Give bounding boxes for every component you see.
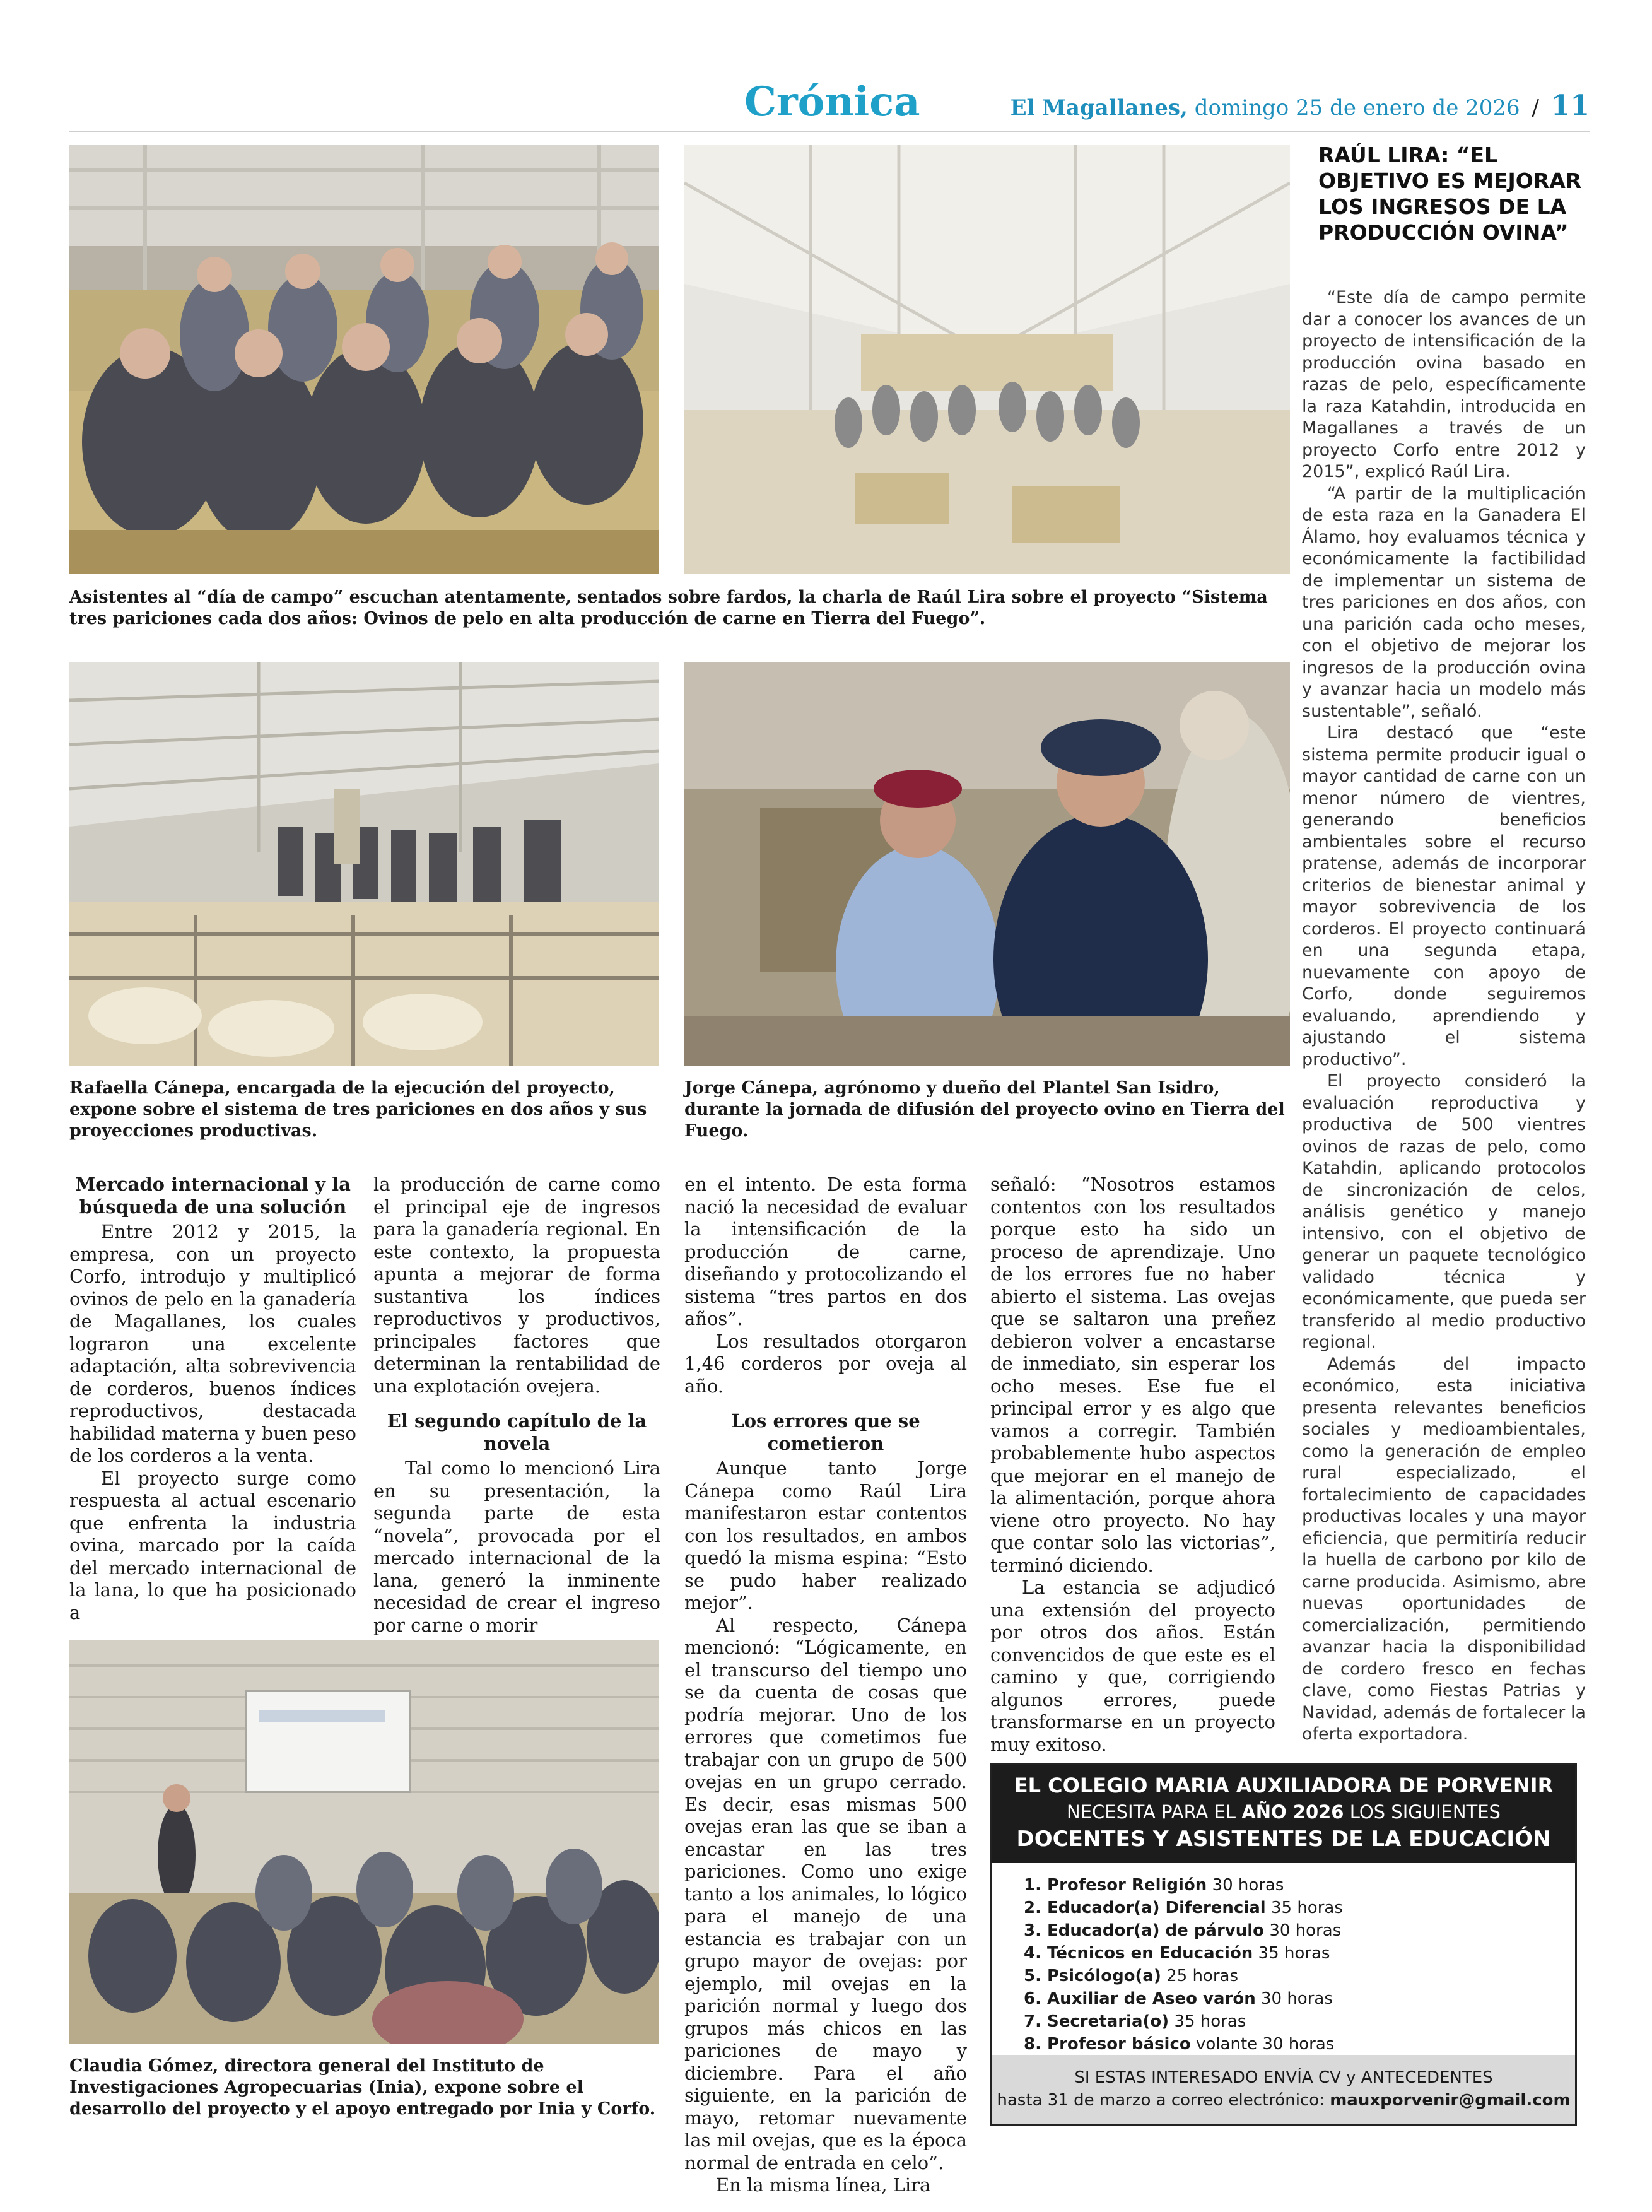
ad-footer-line2 (992, 2089, 1575, 2112)
ad-position-item (1024, 1874, 1554, 1897)
article-paragraph: El proyecto surge como respuesta al actual escenario que enfrenta la industria ovina, marcado por la caída del mercado internacional de la lana, lo que ha posicionado a (69, 1467, 356, 1623)
article-paragraph: la producción de carne como el principal eje de ingresos para la ganadería regional. En este contexto, la propuesta apunta a mejorar de forma sustantiva los índices reproductivos y productivos, principales factores que determinan la rentabilidad de una explotación ovejera. (373, 1174, 660, 1397)
article-column-1 (69, 1174, 356, 1624)
article-paragraph: Los resultados otorgaron 1,46 corderos por oveja al año. (684, 1330, 967, 1397)
ad-position-item (1024, 1942, 1554, 1965)
article-paragraph: En la misma línea, Lira (716, 2174, 931, 2196)
article-paragraph: La estancia se adjudicó una extensión del proyecto por otros dos años. Están convencidos de que este es el camino y que, corrigiendo algunos errores, puede transformarse en un proyecto muy exitoso. (990, 1577, 1275, 1755)
sidebar-column (1302, 287, 1586, 1746)
ad-position-item (1024, 1897, 1554, 1919)
position-title: Auxiliar de Aseo varón (1047, 1989, 1256, 2008)
ad-footer-line1: SI ESTAS INTERESADO ENVÍA CV y ANTECEDENTES (1074, 2068, 1493, 2087)
sidebar-paragraph: Lira destacó que “este sistema permite producir igual o mayor cantidad de carne con un menor número de vientres, generando beneficios ambientales sobre el recurso pratense, además de incorporar criterios de bienestar animal y mayor sobrevivencia de los corderos. El proyecto continuará en una segunda etapa, nuevamente con apoyo de Corfo, donde seguiremos evaluando, aprendiendo y ajustando el sistema productivo”. (1302, 723, 1586, 1069)
position-hours: 35 horas (1258, 1944, 1330, 1963)
ad-footer (992, 2055, 1575, 2124)
subhead-errores: Los errores que se cometieron (731, 1410, 920, 1454)
sidebar-paragraph: Además del impacto económico, esta iniciativa presenta relevantes beneficios sociales y medioambientales, como la generación de empleo rural especializado, el fortalecimiento de capacidades productivas locales y una mayor eficiencia, que permitiría reducir la huella de carbono por kilo de carne producida. Asimismo, abre nuevas oportunidades de comercialización, permitiendo avanzar hacia la disponibilidad de cordero fresco en fechas clave, como Fiestas Patrias y Navidad, además de fortalecer la oferta exportadora. (1302, 1354, 1586, 1744)
photo-caption-audience: Asistentes al “día de campo” escuchan atentamente, sentados sobre fardos, la charla de Raúl Lira sobre el proyecto “Sistema tres pariciones cada dos años: Ovinos de pelo en alta producción de carne en Tierra del Fuego”. (69, 587, 1268, 628)
position-title: Secretaria(o) (1047, 2012, 1169, 2031)
photo-jorge-canepa (684, 662, 1290, 1066)
subhead-segundo-capitulo: El segundo capítulo de la novela (387, 1410, 647, 1454)
ad-heading: DOCENTES Y ASISTENTES DE LA EDUCACIÓN (1016, 1827, 1551, 1852)
position-title: Educador(a) de párvulo (1047, 1921, 1265, 1940)
ad-subtitle-year: AÑO 2026 (1241, 1801, 1344, 1823)
photo-barn-wide-view (684, 145, 1290, 574)
sidebar-paragraph: “Este día de campo permite dar a conocer los avances de un proyecto de intensificación de la producción ovina basado en razas de pelo, específicamente la raza Katahdin, introducida en Magallanes a través de un proyecto Corfo entre 2012 y 2015”, explicó Raúl Lira. (1302, 288, 1586, 481)
position-hours: 25 horas (1166, 1967, 1239, 1986)
position-hours: 30 horas (1260, 1989, 1333, 2008)
position-number: 6. (1024, 1989, 1041, 2008)
ad-header (992, 1765, 1575, 1863)
ad-position-item (1024, 1965, 1554, 1987)
photo-caption-rafaella: Rafaella Cánepa, encargada de la ejecución del proyecto, expone sobre el sistema de tres pariciones en dos años y sus proyecciones productivas. (69, 1078, 647, 1141)
article-paragraph: Aunque tanto Jorge Cánepa como Raúl Lira manifestaron estar contentos con los resultados, en ambos quedó la misma espina: “Esto se pudo haber realizado mejor”. (684, 1457, 967, 1613)
position-number: 8. (1024, 2035, 1041, 2054)
position-number: 5. (1024, 1967, 1041, 1986)
issue-date: domingo 25 de enero de 2026 (1194, 95, 1520, 121)
position-number: 1. (1024, 1876, 1041, 1895)
ad-school-name: EL COLEGIO MARIA AUXILIADORA DE PORVENIR (1014, 1774, 1554, 1797)
position-hours: 30 horas (1269, 1921, 1342, 1940)
position-title: Técnicos en Educación (1047, 1944, 1253, 1963)
photo-caption-jorge: Jorge Cánepa, agrónomo y dueño del Plantel San Isidro, durante la jornada de difusión del proyecto ovino en Tierra del Fuego. (684, 1078, 1285, 1141)
ad-subtitle-post: LOS SIGUIENTES (1349, 1801, 1501, 1823)
photo-audience-hay-bales (69, 145, 659, 574)
position-hours: 35 horas (1270, 1898, 1343, 1917)
photo-caption-claudia: Claudia Gómez, directora general del Instituto de Investigaciones Agropecuarias (Inia), expone sobre el desarrollo del proyecto y el apoyo entregado por Inia y Corfo. (69, 2056, 656, 2119)
article-column-4 (990, 1174, 1275, 1756)
photo-claudia-gomez (69, 1640, 659, 2044)
position-title: Profesor Religión (1047, 1876, 1207, 1895)
position-title: Educador(a) Diferencial (1047, 1898, 1266, 1917)
sidebar-paragraph: “A partir de la multiplicación de esta raza en la Ganadera El Álamo, hoy evaluamos técnica y económicamente la factibilidad de implementar un sistema de tres pariciones en dos años, con una parición cada ocho meses, con el objetivo de mejorar los ingresos de la producción ovina y avanzar hacia un modelo más sustentable”, señaló. (1302, 483, 1586, 721)
position-number: 2. (1024, 1898, 1041, 1917)
article-paragraph: Al respecto, Cánepa mencionó: “Lógicamente, en el transcurso del tiempo uno se da cuenta de cosas que podría mejorar. Uno de los errores que cometimos fue trabajar con un grupo de 500 ovejas en un grupo cerrado. Es decir, esas mismas 500 ovejas eran las que se iban a encastar en las tres pariciones. Como uno exige tanto a los animales, lo lógico para el manejo de una estancia es trabajar con un grupo mayor de ovejas: por ejemplo, mil ovejas en la parición normal y luego dos grupos más chicos en las pariciones de mayo y diciembre. Para el año siguiente, en la parición de mayo, retomar nuevamente las mil ovejas, que es la época normal de entrada en celo”. (684, 1614, 967, 2174)
masthead-separator: / (1532, 95, 1539, 121)
sidebar-headline: RAÚL LIRA: “EL OBJETIVO ES MEJORAR LOS INGRESOS DE LA PRODUCCIÓN OVINA” (1318, 143, 1582, 245)
newspaper-name: El Magallanes, (1010, 95, 1188, 121)
job-advertisement (990, 1763, 1577, 2126)
sidebar-paragraph: El proyecto consideró la evaluación reproductiva y productiva de 500 vientres ovinos de razas de pelo, como Katahdin, aplicando protocolos de sincronización de celos, análisis genético y manejo intensivo, con el objetivo de generar un paquete tecnológico validado técnica y económicamente, que pueda ser transferido al medio productivo regional. (1302, 1071, 1586, 1352)
ad-position-item (1024, 2033, 1554, 2056)
position-hours: volante 30 horas (1196, 2035, 1335, 2054)
article-column-3 (684, 1174, 967, 2197)
position-number: 7. (1024, 2012, 1041, 2031)
ad-position-item (1024, 1987, 1554, 2010)
ad-subtitle-pre: NECESITA PARA EL (1067, 1801, 1236, 1823)
ad-subtitle (992, 1799, 1575, 1825)
position-title: Profesor básico (1047, 2035, 1191, 2054)
article-paragraph: Entre 2012 y 2015, la empresa, con un proyecto Corfo, introdujo y multiplicó ovinos de pelo en la ganadería de Magallanes, los cuales lograron una excelente adaptación, alta sobrevivencia de corderos, buenos índices reproductivos, destacada habilidad materna y buen peso de los corderos a la venta. (69, 1221, 356, 1466)
position-hours: 30 horas (1212, 1876, 1284, 1895)
ad-positions-list (1024, 1874, 1554, 2056)
photo-rafaella-presentation (69, 662, 659, 1066)
ad-position-item (1024, 1919, 1554, 1942)
position-title: Psicólogo(a) (1047, 1967, 1161, 1986)
position-number: 3. (1024, 1921, 1041, 1940)
position-hours: 35 horas (1174, 2012, 1246, 2031)
ad-contact-email[interactable]: mauxporvenir@gmail.com (1330, 2091, 1571, 2110)
article-column-2 (373, 1174, 660, 1637)
ad-footer-text: hasta 31 de marzo a correo electrónico: (997, 2091, 1325, 2110)
ad-position-item (1024, 2010, 1554, 2033)
article-paragraph: Tal como lo mencionó Lira en su presentación, la segunda parte de esta “novela”, provocada por el mercado internacional de la lana, generó la inminente necesidad de crear el ingreso por carne o morir (373, 1457, 660, 1636)
page-number: 11 (1550, 90, 1590, 122)
article-paragraph: señaló: “Nosotros estamos contentos con los resultados porque esto ha sido un proceso de aprendizaje. Uno de los errores fue no haber abierto el sistema. Las ovejas que se saltaron una preñez debieron volver a encastarse de inmediato, sin esperar los ocho meses. Ese fue el principal error y es algo que vamos a corregir. También probablemente hubo aspectos que mejorar en el manejo de la alimentación, porque ahora viene otro proyecto. No hay que contar solo las victorias”, terminó diciendo. (990, 1174, 1275, 1576)
section-title: Crónica (744, 78, 920, 126)
article-paragraph: en el intento. De esta forma nació la necesidad de evaluar la intensificación de la producción de carne, diseñando y protocolizando el sistema “tres partos en dos años”. (684, 1174, 967, 1329)
subhead-mercado-internacional: Mercado internacional y la búsqueda de una solución (75, 1174, 351, 1218)
page-header (69, 76, 1590, 132)
masthead (1011, 90, 1590, 122)
position-number: 4. (1024, 1944, 1041, 1963)
